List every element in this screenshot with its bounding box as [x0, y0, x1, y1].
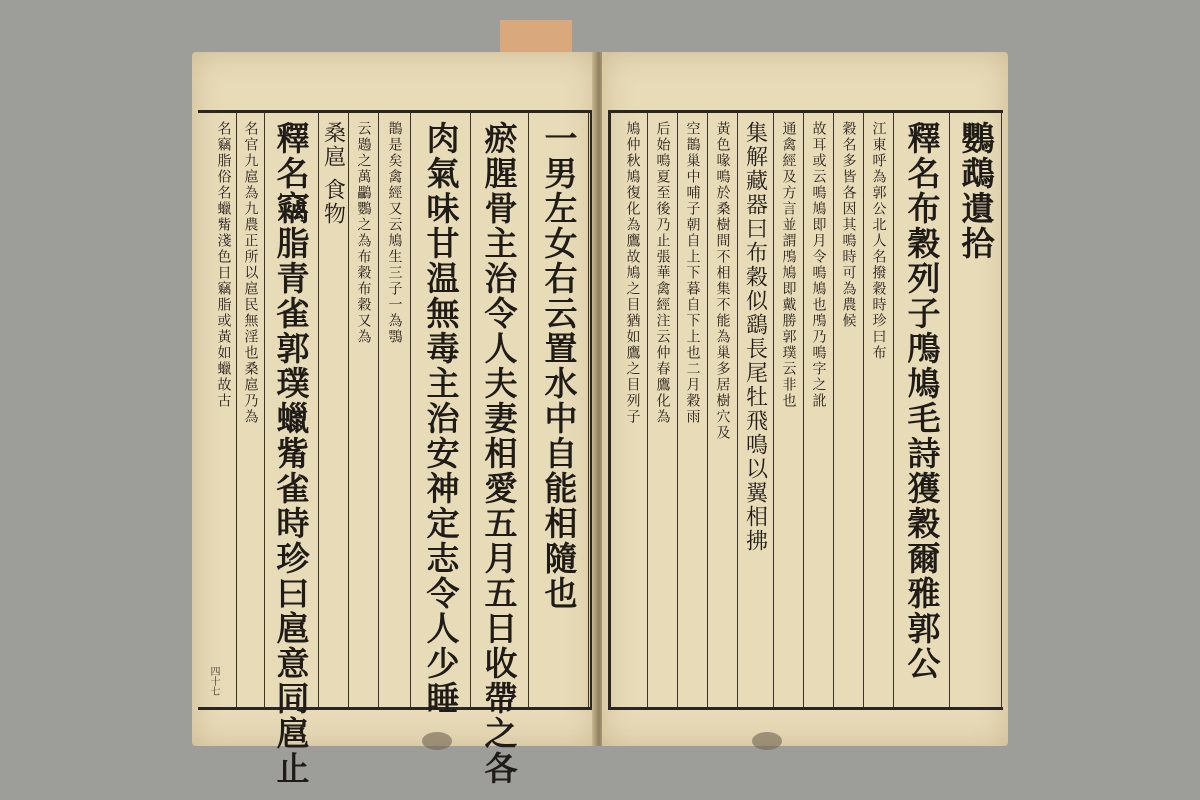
column-text: 一男左女右云置水中自能相隨也: [539, 121, 579, 611]
left-page: [192, 52, 596, 786]
text-column: [264, 113, 319, 786]
text-column: [863, 113, 894, 707]
column-text: 江東呼為郭公北人名撥穀時珍曰布: [870, 121, 887, 361]
column-text: 釋名竊脂青雀郭璞蠟觜雀時珍曰扈意同扈止: [271, 121, 311, 786]
text-column: [803, 113, 834, 707]
text-column: [378, 113, 411, 707]
column-text: 瘀腥骨主治令人夫妻相愛五月五日收帶之各: [479, 121, 519, 786]
text-column: [318, 113, 349, 707]
right-text-frame: [608, 110, 1003, 710]
column-text: 名竊脂俗名蠟觜淺色日竊脂或黃如蠟故古: [215, 121, 232, 409]
page-number: 四十七: [208, 666, 219, 696]
text-column: [647, 113, 678, 707]
text-column: [951, 113, 1002, 707]
column-text: 肉氣味甘温無毒主治安神定志令人少睡: [421, 121, 461, 716]
column-text: 鳩仲秋鳩復化為鷹故鳩之目猶如鷹之目列子: [624, 121, 641, 425]
text-column: [210, 113, 237, 707]
column-text: 名官九扈為九農正所以扈民無淫也桑扈乃為: [242, 121, 259, 425]
text-column: [530, 113, 589, 707]
column-text: 故耳或云鳴鳩即月令鳴鳩也鳲乃鳴字之訛: [810, 121, 827, 409]
column-text: 黃色喙鳴於桑樹間不相集不能為巢多居樹穴及: [714, 121, 731, 441]
text-column: [470, 113, 529, 786]
column-text: 通禽經及方言並謂鳲鳩即戴勝郭璞云非也: [780, 121, 797, 409]
text-column: [677, 113, 708, 707]
left-text-frame: [198, 110, 593, 786]
text-column: [236, 113, 265, 707]
text-column: [737, 113, 774, 707]
text-column: [412, 113, 471, 716]
column-text: 鸚鵡遺拾: [956, 121, 996, 261]
column-text: 釋名布穀列子鳲鳩毛詩獲穀爾雅郭公: [902, 121, 942, 681]
text-column: [707, 113, 738, 707]
right-page: [602, 52, 1008, 746]
column-text: 云鶗之萬鸓鸚之為布穀布穀又為: [355, 121, 372, 345]
page-stain: [422, 732, 452, 750]
column-text: 后始鳴夏至後乃止張華禽經注云仲春鷹化為: [654, 121, 671, 425]
text-column: [617, 113, 648, 707]
text-column: [773, 113, 804, 707]
text-column: [833, 113, 864, 707]
column-text: 空鵲巢中哺子朝自上下暮自下上也二月穀雨: [684, 121, 701, 425]
open-book: [192, 52, 1008, 786]
column-text: 桑扈 食物: [320, 121, 346, 226]
column-text: 集解藏器曰布穀似鷂長尾牡飛鳴以翼相拂: [742, 121, 768, 553]
page-stain: [752, 732, 782, 750]
column-text: 鵲是矣禽經又云鳩生三子一為鶚: [386, 121, 403, 345]
column-text: 穀名多皆各因其鳴時可為農候: [840, 121, 857, 329]
text-column: [895, 113, 950, 707]
text-column: [348, 113, 379, 707]
